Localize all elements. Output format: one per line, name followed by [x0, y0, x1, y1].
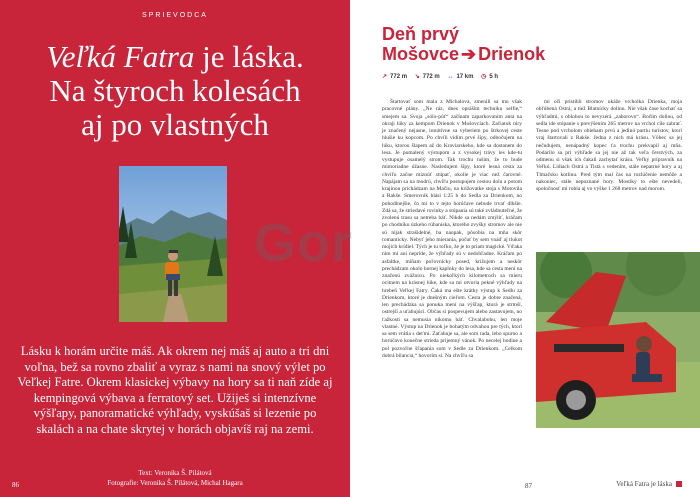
- hiker-photo-image: [119, 166, 227, 322]
- route-arrow-icon: ➔: [461, 44, 477, 64]
- time-stat: [481, 74, 501, 80]
- watermark: Gor: [254, 213, 354, 273]
- credit-photo: Fotografie: Veronika Š. Pilátová, Michal Hagara: [107, 479, 243, 487]
- hiker-photo: [119, 166, 227, 322]
- car-photo: [536, 252, 700, 428]
- descent-icon: ↘: [414, 74, 420, 80]
- car-photo-image: [536, 252, 700, 428]
- ascent-stat: [382, 74, 410, 80]
- headline-line-2: Na štyroch kolesách: [49, 73, 301, 108]
- body-text-1: Štartovať som mala z Michalova, zmenili sa mu však pracovné plány. „Ne ráz, dnes opráším techniku selfie,“ smejem sa. Svoja „sólo-púť“ začínam zaparkovaním auta na okraji lúky za kempom Drienok v Mošovciach. Začiatok túry je značený nejasne, intuitívne sa vyberiem po štrkovej ceste hlušie ku kopcom. Po chvíli vidím prvé šípy, odbočujem na lúku, ktorou šlapem až do Kraviarskeho, kde sa dostanem do lesa. Je pomalený výstupom a z vysokej trávy les kde-tu vystupuje osamelý strom. Tak trochu tušim, že to bude mimoriadne úžasne. Nasledujem šípy, ktoré lesná cesta za chvíľu začne miznúť stúpať, okolie je viac než čarovné. Napájam sa na modrú, chvíľu postupujem cestou dolu a potom krajinou prichádzam na Mačiu, na križovatke stoja s Motovila a Rakše. Smerovník hlási 1:25 h do Sedla za Drienkom, no pohodlnejšie, čo mi to v tejto horúčave nebude trvať dlhšie. Zdá sa, že striedavé rovinky a stúpania sú také zvládnuteľné, že zvolenú trasu sa netreba báť. Nikde sa nedám zmýliť, kráčam po chodníku úzkeho rúbaniska, ktorého zvyšky stromov ale nie sú nijak strašidelné, ba naopak, pôsobia na mňa skôr romanticky. Nebyť jeho mierania, počuť by sem vnáď aj tlukot mojich krídiel. Tých je tu toľko, že je to priam magické. Vďaka nim mi ani nepríde, že výhľady sú v nedohľadne. Kráčam po asfaltke, míňam poľovnícky posed, križujem a neskôr prechádzam okolo hornej kaplnky do lesa, kde sa cesta mení na značenú zvážnicu. Po niekoľkých kilometroch sa mieru ocitnem na krásnej lúke, kde sa mi otvoria pekné výhľady na hrebeň Veľkej Fatry. Čaká ma ešte krátky výstup k Sedlu za Drienkom, ktoré je dnešným cieľom. Cesta je dobre značená, len prechádzka sa ponuka mení na výšľap, ktorá je strmší, ostrejší a uťahujúci. Občas si pospevujem alebo zastavujem, no ťažkosti sa nemusia nikomu báť. Chvalabohu, len moje vlastné. Výstup na Drienok je bohatým odvahou pre tých, ktorí sa sem vrátia s deťmi. Zaťahuje sa, ale som rada, lebo spurno a horúčavo konečne strieda prijemný vánok. Po necelej hodine a pol pozvoľne šľapania som v Sedle za Drienkom. „Celkom dobrá bilancia,“ hovorím si. Na chvíľu sa: [382, 99, 522, 359]
- route-from: Mošovce: [382, 44, 460, 64]
- route-to: Drienok: [478, 44, 546, 64]
- distance-icon: ↔: [447, 74, 454, 80]
- credits: [0, 468, 350, 488]
- body-column-2: [536, 99, 682, 193]
- running-head: [616, 480, 682, 488]
- headline-rest: je láska.: [194, 39, 304, 74]
- page-number-right: 87: [525, 482, 532, 490]
- descent-stat: [415, 74, 443, 80]
- page-number-left: 86: [12, 481, 19, 489]
- distance-value: 17 km: [456, 74, 474, 80]
- ascent-value: 772 m: [390, 74, 408, 80]
- distance-stat: [447, 74, 476, 80]
- descent-value: 772 m: [422, 74, 440, 80]
- route-heading: [382, 44, 545, 64]
- article-lede: Lásku k horám určite máš. Ak okrem nej máš aj auto a tri dni voľna, bež sa rovno zbaliť a vyraz s nami na snový výlet po Veľkej Fatre. Okrem klasickej výbavy na hory sa ti naň zíde aj kempingová výbava a ferratový set. Užiješ si intenzívne výšľapy, panoramatické výhľady, vyskúšaš si lezenie po skalách a na chate skrytej v horách objavíš raj na zemi.: [17, 344, 333, 436]
- section-kicker: SPRIEVODCA: [142, 12, 208, 19]
- day-heading: [382, 24, 545, 64]
- running-head-marker: [676, 481, 682, 487]
- ascent-icon: ↗: [382, 74, 388, 80]
- clock-icon: ◷: [481, 74, 487, 80]
- headline-italic: Veľká Fatra: [46, 39, 195, 74]
- day-title: Deň prvý: [382, 24, 460, 44]
- route-stats: [382, 73, 504, 80]
- body-column-1: [382, 99, 522, 360]
- article-headline: [10, 40, 340, 142]
- credit-text: Text: Veronika Š. Pilátová: [138, 469, 212, 477]
- time-value: 5 h: [489, 74, 499, 80]
- body-text-2: mi oči pristihli stromov ukáže vrcholka Drienka, moja obľúbená Ostrá, a tiež Blatnícky dolinu. Nie však čase kochať sa výhľadmi, s oblohou to nevyzerá „zaborovo“. Bočím dolinu, od sedla ide stúpanie s prevýšením 265 metrov na vrchol cíle zabrať. Tesne pod vrcholom obieham prvú a jedinú partiu turistov, ktorí vraj štartovali z Rakše. Jedna z nich má krásu. Vôbec sa jej nečudujem, nenápadný kopec ťa trochu prekvapil aj mňa. Podarilo sa pri výhľade sa jej nie až tak veľa čerstvých, za odmenu si však ich čakali zachytať krásu. Veľký prípravník na Veľkú. Lídiach Ostrá a Tlstá s vedením, stále nepatrné hory a aj Tlmačsku kotlinu. Pred tým mal čas na rozlúčenie nemôže a nakoniec, stále nepoznané hory. Mostíky to ešte nevedeli, spoločnosť mi robia aj vo výške 1 268 metrov nad morom.: [536, 99, 682, 192]
- right-page: [350, 0, 700, 497]
- headline-line-3: aj po vlastných: [81, 107, 269, 142]
- running-head-text: Veľká Fatra je láska: [616, 480, 672, 488]
